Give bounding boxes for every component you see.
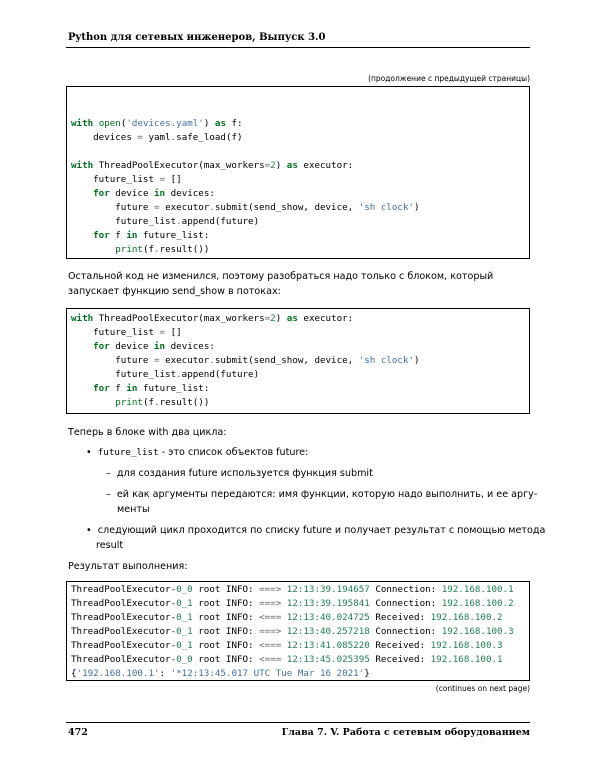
code-token: for (93, 383, 110, 394)
code-token (71, 244, 115, 255)
code-line (71, 639, 529, 653)
code-token: Connection: (369, 584, 442, 595)
code-token: for (93, 341, 110, 352)
code-token: ThreadPoolExecutor(max_workers (93, 313, 265, 324)
code-line (71, 187, 529, 201)
code-line (71, 243, 529, 257)
code-token: device (109, 188, 155, 199)
continued-label: (продолжение с предыдущей страницы) (368, 74, 530, 83)
code-line (71, 354, 529, 368)
code-token (71, 188, 93, 199)
code-token: <=== (259, 654, 282, 665)
code-token: f (109, 383, 127, 394)
code-line (71, 103, 529, 117)
code-token: root INFO: (192, 654, 260, 665)
code-token: in (154, 341, 166, 352)
code-token: 192.168.100.2 (441, 598, 514, 609)
bullet-text: для создания future используется функция submit (116, 468, 373, 479)
code-line (71, 89, 529, 103)
code-token: ThreadPoolExecutor(max_workers (93, 160, 265, 171)
code-token: f (109, 230, 127, 241)
code-token: 12:13:41.085220 (286, 640, 370, 651)
code-token: with (71, 160, 94, 171)
code-token: <=== (259, 640, 282, 651)
code-line (71, 326, 529, 340)
code-token: . (176, 216, 182, 227)
code-token (71, 397, 115, 408)
code-token: ThreadPoolExecutor- (71, 584, 177, 595)
code-token: 0_1 (176, 598, 193, 609)
code-line (71, 396, 529, 410)
code-token: . (154, 397, 160, 408)
code-token: submit(send_show, device, (214, 202, 359, 213)
bullet-continuation: менты (117, 504, 150, 515)
code-token: print (115, 244, 143, 255)
code-token: 0_0 (176, 584, 193, 595)
running-header: Python для сетевых инженеров, Выпуск 3.0 (68, 32, 326, 43)
code-token: ===> (259, 584, 282, 595)
code-line (71, 159, 529, 173)
code-token: ===> (259, 598, 282, 609)
code-token (71, 383, 93, 394)
code-line (71, 117, 529, 131)
bullet-continuation: result (96, 540, 124, 551)
bullet-item: • future_list - это список объектов future: (86, 447, 309, 458)
code-token: 12:13:45.025395 (286, 654, 370, 665)
code-token: Received: (369, 654, 431, 665)
code-token: ThreadPoolExecutor- (71, 612, 177, 623)
code-line (71, 201, 529, 215)
code-token: root INFO: (192, 612, 260, 623)
code-token: = (137, 132, 143, 143)
code-token: { (71, 668, 77, 679)
code-line (71, 597, 529, 611)
code-token: 192.168.100.3 (441, 626, 514, 637)
code-token: 'devices.yaml' (126, 118, 204, 129)
code-line (71, 312, 529, 326)
inline-code: future_list (97, 447, 159, 458)
code-token: future_list: (137, 383, 210, 394)
code-token: devices: (165, 341, 215, 352)
code-line (71, 382, 529, 396)
code-token: ThreadPoolExecutor- (71, 598, 177, 609)
code-token: device (109, 341, 155, 352)
code-token: = (159, 174, 166, 185)
footer-rule (66, 722, 530, 723)
paragraph: Теперь в блоке with два цикла: (68, 427, 227, 438)
code-token: . (209, 355, 215, 366)
code-token: future_list (71, 174, 160, 185)
code-token: 0_1 (176, 640, 193, 651)
code-line (71, 215, 529, 229)
code-token: 12:13:39.195841 (286, 598, 370, 609)
code-token: 12:13:40.257218 (286, 626, 370, 637)
code-token: as (286, 313, 298, 324)
code-token: devices: (165, 188, 215, 199)
code-token: in (126, 230, 138, 241)
code-token: ) (414, 355, 420, 366)
code-token: root INFO: (192, 598, 260, 609)
code-token: append(future) (181, 216, 260, 227)
code-token: f: (225, 118, 243, 129)
code-token: as (214, 118, 226, 129)
sub-bullet-item: – для создания future используется функция submit (106, 468, 373, 479)
code-token: for (93, 230, 110, 241)
bullet-text: следующий цикл проходится по списку future и получает результат с помощью метода (97, 525, 546, 536)
code-token: ( (120, 118, 127, 129)
code-token: yaml (142, 132, 171, 143)
code-token: open (98, 118, 121, 129)
page-number: 472 (68, 727, 88, 738)
code-token: 192.168.100.2 (430, 612, 503, 623)
code-token: = (264, 313, 271, 324)
code-token: (f (142, 244, 155, 255)
code-token: <=== (259, 612, 282, 623)
code-line (71, 145, 529, 159)
code-token: root INFO: (192, 640, 260, 651)
code-line (71, 611, 529, 625)
code-token: executor (159, 202, 210, 213)
code-token: 2 (270, 313, 276, 324)
code-token: (f (142, 397, 155, 408)
code-token: 0_1 (176, 612, 193, 623)
code-token: ) (414, 202, 420, 213)
code-token: in (126, 383, 138, 394)
code-token: ===> (259, 626, 282, 637)
code-token: 12:13:39.194657 (286, 584, 370, 595)
bullet-item: • следующий цикл проходится по списку future и получает результат с помощью метода (86, 525, 546, 536)
code-token: = (159, 327, 166, 338)
code-token: ) (275, 313, 287, 324)
code-token: ThreadPoolExecutor- (71, 626, 177, 637)
code-token: in (154, 188, 166, 199)
code-token: result()) (159, 397, 210, 408)
code-token: [] (165, 327, 182, 338)
code-token: result()) (159, 244, 210, 255)
sub-bullet-item: – ей как аргументы передаются: имя функции, которую надо выполнить, и ее аргу- (106, 489, 538, 500)
code-token: . (170, 132, 177, 143)
code-token: ThreadPoolExecutor- (71, 640, 177, 651)
code-token: with (71, 118, 94, 129)
code-token: . (209, 202, 215, 213)
code-token: root INFO: (192, 584, 260, 595)
code-token: Received: (369, 612, 431, 623)
code-line (71, 625, 529, 639)
code-line (71, 131, 529, 145)
code-token: root INFO: (192, 626, 260, 637)
code-block-2 (66, 308, 530, 414)
code-token: ) (203, 118, 215, 129)
code-token: 2 (270, 160, 276, 171)
code-token: future (71, 202, 154, 213)
code-line (71, 667, 529, 681)
code-line (71, 583, 529, 597)
code-token (71, 341, 93, 352)
code-token: = (264, 160, 271, 171)
code-token: '*12:13:45.017 UTC Tue Mar 16 2021' (170, 668, 365, 679)
code-token: for (93, 188, 110, 199)
code-token: : (159, 668, 171, 679)
code-token: [] (165, 174, 182, 185)
paragraph: Результат выполнения: (68, 561, 188, 572)
continues-label: (continues on next page) (435, 684, 530, 693)
code-token: ThreadPoolExecutor- (71, 654, 177, 665)
code-token: 'sh clock' (358, 355, 415, 366)
code-token: as (286, 160, 298, 171)
code-token: } (364, 668, 370, 679)
code-token: Received: (369, 640, 431, 651)
code-token: safe_load(f) (176, 132, 243, 143)
code-token: executor (159, 355, 210, 366)
code-token (71, 230, 93, 241)
code-token: future_list: (137, 230, 210, 241)
code-token: executor: (297, 160, 354, 171)
code-token: devices (71, 132, 138, 143)
code-token: ) (275, 160, 287, 171)
code-token: future_list (71, 327, 160, 338)
code-token: '192.168.100.1' (76, 668, 160, 679)
code-line (71, 653, 529, 667)
code-token: 0_0 (176, 654, 193, 665)
code-token: = (153, 355, 160, 366)
code-token: 192.168.100.3 (430, 640, 503, 651)
code-token: submit(send_show, device, (214, 355, 359, 366)
code-block-1 (66, 86, 530, 259)
bullet-text: - это список объектов future: (158, 447, 309, 458)
header-rule (66, 47, 530, 48)
code-token: executor: (297, 313, 354, 324)
code-token: Connection: (369, 598, 442, 609)
code-token: future_list (71, 216, 177, 227)
code-token: future (71, 355, 154, 366)
code-token: 192.168.100.1 (441, 584, 514, 595)
code-token: = (153, 202, 160, 213)
code-token: . (154, 244, 160, 255)
code-line (71, 340, 529, 354)
code-token: append(future) (181, 369, 260, 380)
code-token: 192.168.100.1 (430, 654, 503, 665)
output-block (66, 581, 530, 681)
chapter-title: Глава 7. V. Работа с сетевым оборудованием (281, 727, 530, 738)
code-token: 0_1 (176, 626, 193, 637)
code-token: print (115, 397, 143, 408)
code-token: . (176, 369, 182, 380)
code-token: 'sh clock' (358, 202, 415, 213)
code-line (71, 368, 529, 382)
bullet-text: ей как аргументы передаются: имя функции, которую надо выполнить, и ее аргу- (116, 489, 538, 500)
paragraph: Остальной код не изменился, поэтому разобраться надо только с блоком, который запускает функцию send_show в потоках: (68, 271, 494, 297)
code-token: Connection: (369, 626, 442, 637)
code-line (71, 173, 529, 187)
code-token: with (71, 313, 94, 324)
code-token: future_list (71, 369, 177, 380)
code-token: 12:13:40.024725 (286, 612, 370, 623)
code-line (71, 229, 529, 243)
